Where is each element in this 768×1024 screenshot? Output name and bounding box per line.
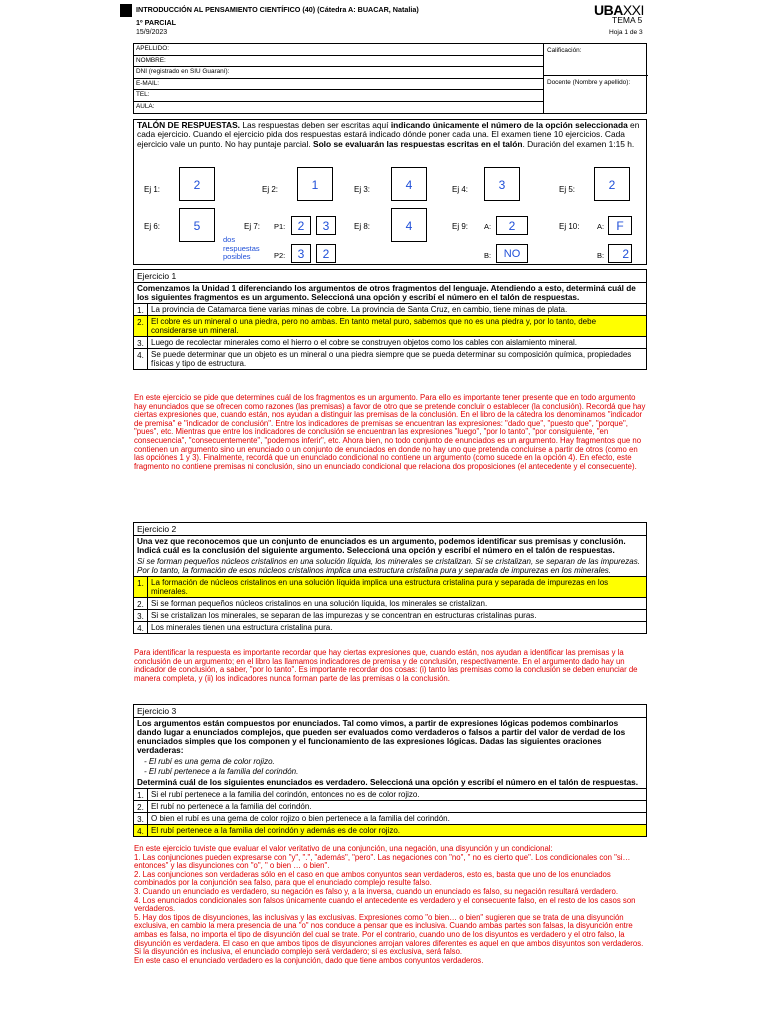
exercise-3-option[interactable]: 1. Si el rubí pertenece a la familia del corindón, entonces no es de color rojizo.: [134, 788, 646, 800]
exercise-1-option[interactable]: 4. Se puede determinar que un objeto es un mineral o una piedra siempre que se pueda determinar su composición química, propiedades físicas y tipo de estructura.: [134, 348, 646, 369]
exercise-2-option[interactable]: 3. Si se cristalizan los minerales, se separan de las impurezas y se concentran en estructuras cristalinas puras.: [134, 609, 646, 621]
exercise-1-option[interactable]: 1. La provincia de Catamarca tiene varias minas de cobre. La provincia de Santa Cruz, en cambio, tiene minas de plata.: [134, 303, 646, 315]
exercise-3-option-selected[interactable]: 4. El rubí pertenece a la familia del corindón y además es de color rojizo.: [134, 824, 646, 836]
field-tel[interactable]: TEL:: [134, 90, 543, 102]
exam-name: 1º PARCIAL: [136, 18, 177, 27]
ej10-a-box[interactable]: F: [608, 216, 632, 235]
explanation-line: 4. Los enunciados condicionales son falsos únicamente cuando el antecedente es verdadero y el consecuente falso, en el resto de los casos son verdaderos.: [134, 895, 636, 914]
exercise-1-explanation: En este ejercicio se pide que determines cuál de los fragmentos es un argumento. Para ello es importante tener presente que en todo argumento hay enunciados que se ofrecen como razones (las premisas) a favor de otro que se pretende concluir o establecer (la conclusión). Recordá que hay ciertas expresiones que, cuando están, nos ayudan a distinguir las premisas de la conclusión. En el libro de la cátedra los denominamos "indicador de premisa" e "indicador de conclusión". Entre los indicadores de premisas se encuentran las expresiones: "dado que", "puesto que", "porque", "pues", etc. Mientras que entre los indicadores de conclusión se encuentran las expresiones "luego", "por lo tanto", "por consiguiente, "en consecuencia", "consecuentemente", "podemos inferir", etc. Ahora bien, no todo conjunto de enunciados es un argumento. Hay fragmentos que no contienen un argumento sino un enunciado o un conjunto de enunciados en donde no hay uno que pretenda concluirse a partir de otros (como en las opciónes 1 y 3). Finalmente, recordá que un enunciado condicional no contiene un argumento (como sucede en la opción 4). En efecto, este fragmento no contiene premisas ni conclusión, sino un enunciado condicional que relaciona dos proposiciones (el antecedente y el consecuente).: [134, 393, 646, 471]
ej10-b-box[interactable]: 2: [608, 244, 632, 263]
teacher-field[interactable]: Docente (Nombre y apellido):: [547, 79, 631, 86]
page-number: Hoja 1 de 3: [609, 29, 643, 36]
explanation-line: 3. Cuando un enunciado es verdadero, su negación es falso y, a la inversa, cuando un enunciado es falso, su negación resultará verdadero.: [134, 886, 619, 896]
exercise-3-prompt: Los argumentos están compuestos por enunciados. Tal como vimos, a partir de expresiones lógicas podemos combinarlos dando lugar a enunciados complejos, que pueden ser evaluados como verdaderos o falsos a partir del valor de verdad de los enunciados simples que los componen y el funcionamiento de las expresiones lógicas. Dadas las siguientes oraciones verdaderas:: [137, 719, 626, 755]
ej1-answer-box[interactable]: 2: [179, 167, 215, 201]
exercise-2-option[interactable]: 2. Si se forman pequeños núcleos cristalinos en una solución líquida, los minerales se cristalizan.: [134, 597, 646, 609]
exercise-2-option[interactable]: 4. Los minerales tienen una estructura cristalina pura.: [134, 621, 646, 633]
exercise-3-title: Ejercicio 3: [134, 705, 646, 718]
ej9-b-box[interactable]: NO: [496, 244, 528, 263]
ej2-label: Ej 2:: [262, 185, 279, 194]
student-info-table: [133, 43, 647, 114]
explanation-line: En este caso el enunciado verdadero es la conjunción, dado que tiene ambos conyuntos verdaderos.: [134, 955, 484, 965]
exercise-1-title: Ejercicio 1: [134, 270, 646, 283]
exercise-3-bullet: - El rubí es una gema de color rojizo.: [144, 757, 275, 766]
ej8-label: Ej 8:: [354, 222, 371, 231]
exercise-3-option[interactable]: 2. El rubí no pertenece a la familia del corindón.: [134, 800, 646, 812]
exercise-1: [133, 269, 647, 370]
field-nombre[interactable]: NOMBRE:: [134, 56, 543, 68]
ej10-b-label: B:: [597, 251, 605, 260]
ej6-answer-box[interactable]: 5: [179, 208, 215, 242]
exercise-2-option-selected[interactable]: 1. La formación de núcleos cristalinos en una solución líquida implica una estructura cristalina pura y separada de impurezas en los minerales.: [134, 576, 646, 597]
exercise-3-option[interactable]: 3. O bien el rubí es una gema de color rojizo o bien pertenece a la familia del corindón.: [134, 812, 646, 824]
ej6-label: Ej 6:: [144, 222, 161, 231]
field-apellido[interactable]: APELLIDO:: [134, 44, 543, 56]
exercise-3-prompt-2: Determiná cuál de los siguientes enunciados es verdadero. Seleccioná una opción y escribí el número en el talón de respuestas.: [137, 778, 638, 787]
explanation-line: En este ejercicio tuviste que evaluar el valor veritativo de una conjunción, una negación, una disyunción y un condicional:: [134, 844, 553, 853]
ej1-label: Ej 1:: [144, 185, 161, 194]
ej5-answer-box[interactable]: 2: [594, 167, 630, 201]
ej7-p1-a-box[interactable]: 2: [291, 216, 311, 235]
field-email[interactable]: E-MAIL:: [134, 79, 543, 91]
exercise-1-option-selected[interactable]: 2. El cobre es un mineral o una piedra, pero no ambas. En tanto metal puro, sabemos que no es una piedra y, por lo tanto, debe considerarse un mineral.: [134, 315, 646, 336]
ej7-note: dos respuestas posibles: [223, 235, 260, 261]
grade-field[interactable]: Calificación:: [544, 44, 648, 76]
ej10-label: Ej 10:: [559, 222, 580, 231]
ej9-b-label: B:: [484, 251, 492, 260]
ej7-p2-label: P2:: [274, 251, 286, 260]
exercise-1-prompt: Comenzamos la Unidad 1 diferenciando los argumentos de otros fragmentos del lenguaje. Atendiendo a esto, determiná cuál de los siguientes fragmentos es un argumento. Seleccioná una opción y escribí el número en el talón de respuestas.: [137, 284, 636, 302]
explanation-line: 5. Hay dos tipos de disyunciones, las inclusivas y las exclusivas. Expresiones como "o bien… o bien" sugieren que se trata de una disyunción exclusiva, en cambio la mera presencia de una "o" nos conduce a pensar que es inclusiva. Cuando ambas partes son falsas, la disyunción entre ambas es falsa, no importa el tipo de disyunción del cual se trate. Por el contrario, cuando uno de los disyuntos es verdadero y el otro falso, la disyunción es verdadera. El caso en que ambos tipos de disyunciones arrojan valores diferentes es aquel en que ambos disyuntos son verdaderos. Si la disyunción es inclusiva, el enunciado complejo será verdadero; si es exclusiva, será falso.: [134, 912, 644, 957]
exercise-2-title: Ejercicio 2: [134, 523, 646, 536]
ej4-answer-box[interactable]: 3: [484, 167, 520, 201]
exercise-3: [133, 704, 647, 837]
exercise-2-prompt: Una vez que reconocemos que un conjunto de enunciados es un argumento, podemos identificar sus premisas y conclusión. Indicá cuál es la conclusión del siguiente argumento. Seleccioná una opción y escribí el número en el talón de respuestas.: [137, 537, 626, 555]
exercise-2: [133, 522, 647, 634]
ej9-label: Ej 9:: [452, 222, 469, 231]
ej5-label: Ej 5:: [559, 185, 576, 194]
exercise-3-explanation: [134, 845, 646, 965]
ej10-a-label: A:: [597, 222, 605, 231]
tema-label: TEMA 5: [612, 15, 643, 25]
field-dni[interactable]: DNI (registrado en SIU Guaraní):: [134, 67, 543, 79]
ej3-answer-box[interactable]: 4: [391, 167, 427, 201]
answer-instructions: TALÓN DE RESPUESTAS. Las respuestas deben ser escritas aquí indicando únicamente el número de la opción seleccionada en cada ejercicio. Cuando el ejercicio pida dos respuestas estará indicado dónde poner cada una. El examen tiene 10 ejercicios. Cada ejercicio vale un punto. No hay puntaje parcial. Solo se evaluarán las respuestas escritas en el talón. Duración del examen 1:15 h.: [137, 120, 640, 149]
exercise-2-explanation: Para identificar la respuesta es importante recordar que hay ciertas expresiones que, cuando están, nos ayudan a identificar las premisas y la conclusión de un argumento; en el libro las llamamos indicadores de premisa y de conclusión, respectivamente. En el argumento dado hay un indicador de conclusión, a saber, "por lo tanto". Es importante recordar dos cosas: (i) tanto las premisas como la conclusión se deben enunciar de manera completa, y (ii) los indicadores nunca forman parte de las premisas o la conclusión.: [134, 648, 638, 683]
course-title: INTRODUCCIÓN AL PENSAMIENTO CIENTÍFICO (40) (Cátedra A: BUACAR, Natalia): [136, 5, 419, 14]
exercise-2-argument: Si se forman pequeños núcleos cristalinos en una solución líquida, los minerales se cristalizan. Si se cristalizan, se separan de las impurezas. Por lo tanto, la formación de esos núcleos cristalinos implica una estructura cristalina pura y separada de impurezas en los minerales.: [137, 557, 640, 575]
exercise-3-bullet: - El rubí pertenece a la familia del corindón.: [144, 766, 299, 776]
ej9-a-label: A:: [484, 222, 492, 231]
header-black-square: [120, 4, 132, 17]
ej8-answer-box[interactable]: 4: [391, 208, 427, 242]
explanation-line: 1. Las conjunciones pueden expresarse con "y", ".", "además", "pero". Las negaciones con "no", " no es cierto que". Los condicionales con "si… entonces" y las disyunciones con "o", " o bien … o bien".: [134, 852, 631, 871]
field-aula[interactable]: AULA:: [136, 102, 155, 110]
ej7-p1-b-box[interactable]: 3: [316, 216, 336, 235]
uba-xxi-logo: UBAXXI: [594, 2, 644, 18]
ej9-a-box[interactable]: 2: [496, 216, 528, 235]
exercise-3-bullets: [134, 756, 646, 777]
ej7-p2-b-box[interactable]: 2: [316, 244, 336, 263]
ej7-p2-a-box[interactable]: 3: [291, 244, 311, 263]
exam-date: 15/9/2023: [136, 29, 168, 36]
ej4-label: Ej 4:: [452, 185, 469, 194]
ej7-label: Ej 7:: [244, 222, 261, 231]
ej2-answer-box[interactable]: 1: [297, 167, 333, 201]
ej7-p1-label: P1:: [274, 222, 286, 231]
exercise-1-option[interactable]: 3. Luego de recolectar minerales como el hierro o el cobre se construyen objetos como los cables con aislamiento mineral.: [134, 336, 646, 348]
explanation-line: 2. Las conjunciones son verdaderas sólo en el caso en que ambos conyuntos sean verdaderos, esto es, basta que uno de los enunciados combinados por la conjunción sea falso, para que el enunciado complejo resulte falso.: [134, 869, 611, 888]
ej3-label: Ej 3:: [354, 185, 371, 194]
answer-sheet: [133, 119, 647, 265]
